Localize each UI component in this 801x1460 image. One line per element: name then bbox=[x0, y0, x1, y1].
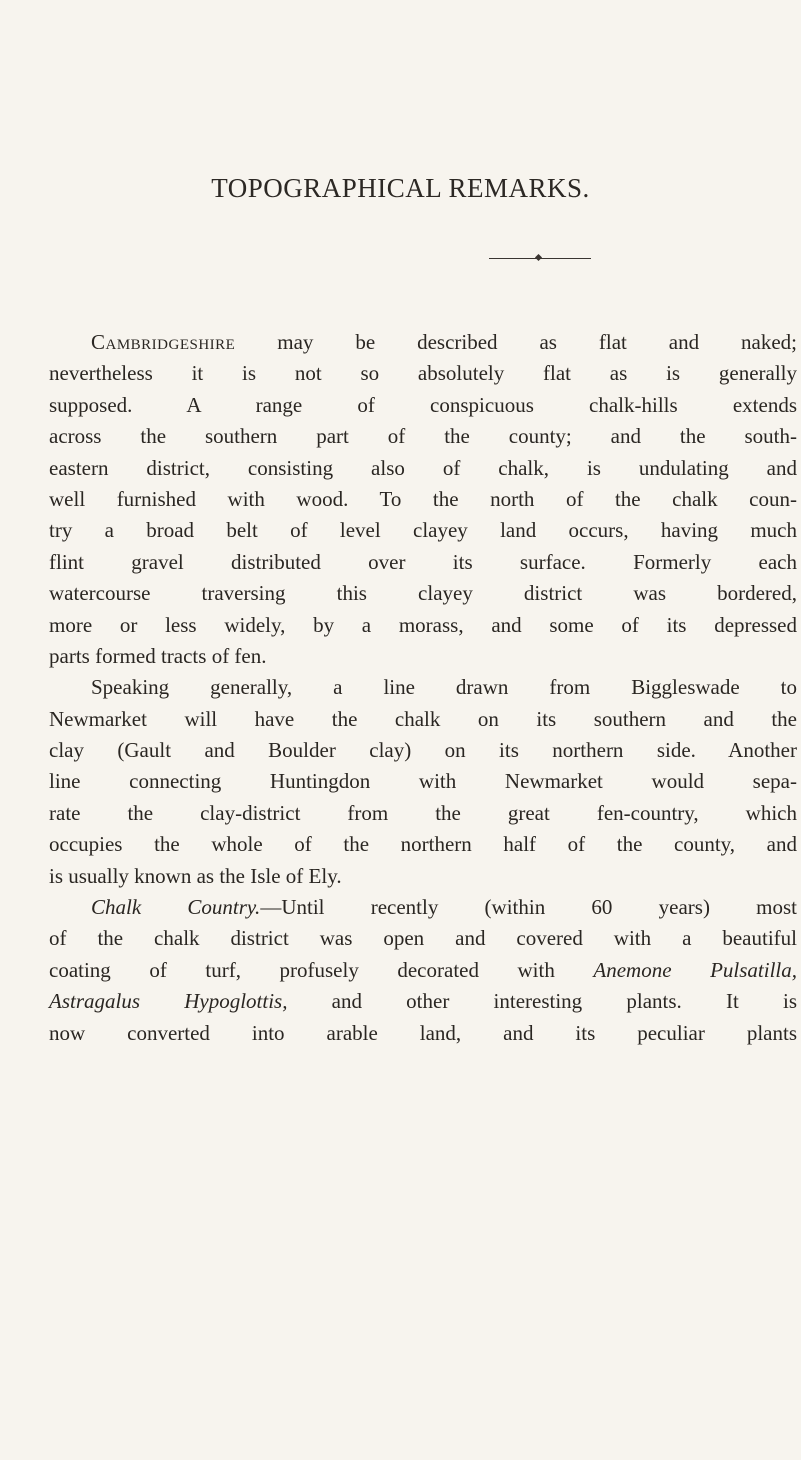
text-line: flint gravel distributed over its surface. Formerly each bbox=[49, 549, 797, 574]
text-fragment: may be described as flat and naked; bbox=[235, 330, 797, 354]
text-line: try a broad belt of level clayey land occurs, having much bbox=[49, 518, 797, 543]
species-name: Astragalus Hypoglottis, bbox=[49, 989, 288, 1014]
text-line: of the chalk district was open and covered with a beautiful bbox=[49, 926, 797, 951]
text-line: more or less widely, by a morass, and some of its depressed bbox=[49, 612, 797, 637]
text-line: occupies the whole of the northern half of the county, and bbox=[49, 832, 797, 857]
text-line: Speaking generally, a line drawn from Biggleswade to bbox=[91, 675, 797, 700]
text-line bbox=[49, 327, 797, 358]
text-line: now converted into arable land, and its peculiar plants bbox=[49, 1020, 797, 1045]
section-heading: Chalk Country. bbox=[91, 895, 261, 920]
text-line bbox=[49, 955, 797, 986]
text-line: across the southern part of the county; and the south- bbox=[49, 424, 797, 449]
text-line: rate the clay-district from the great fen-country, which bbox=[49, 800, 797, 825]
text-line: Newmarket will have the chalk on its southern and the bbox=[49, 706, 797, 731]
text-line: is usually known as the Isle of Ely. bbox=[49, 863, 342, 888]
text-line: clay (Gault and Boulder clay) on its northern side. Another bbox=[49, 738, 797, 763]
text-line: well furnished with wood. To the north of the chalk coun- bbox=[49, 486, 797, 511]
body-text bbox=[49, 327, 797, 1049]
text-line: watercourse traversing this clayey district was bordered, bbox=[49, 581, 797, 606]
text-line: eastern district, consisting also of chalk, is undulating and bbox=[49, 455, 797, 480]
text-fragment: —Until recently (within 60 years) most bbox=[260, 895, 797, 920]
page-title: TOPOGRAPHICAL REMARKS. bbox=[211, 173, 590, 203]
text-line bbox=[49, 892, 797, 923]
diamond-icon bbox=[535, 254, 542, 261]
text-line bbox=[49, 986, 797, 1017]
text-line: parts formed tracts of fen. bbox=[49, 643, 267, 668]
text-line: nevertheless it is not so absolutely flat as is generally bbox=[49, 361, 797, 386]
county-name: Cambridgeshire bbox=[91, 330, 236, 354]
text-line: line connecting Huntingdon with Newmarket would sepa- bbox=[49, 769, 797, 794]
ornament-divider bbox=[489, 258, 591, 260]
species-name: Anemone Pulsatilla, bbox=[593, 957, 797, 982]
text-fragment: coating of turf, profusely decorated with bbox=[49, 957, 594, 982]
text-fragment: and other interesting plants. It is bbox=[287, 989, 797, 1014]
text-line: supposed. A range of conspicuous chalk-hills extends bbox=[49, 392, 797, 417]
